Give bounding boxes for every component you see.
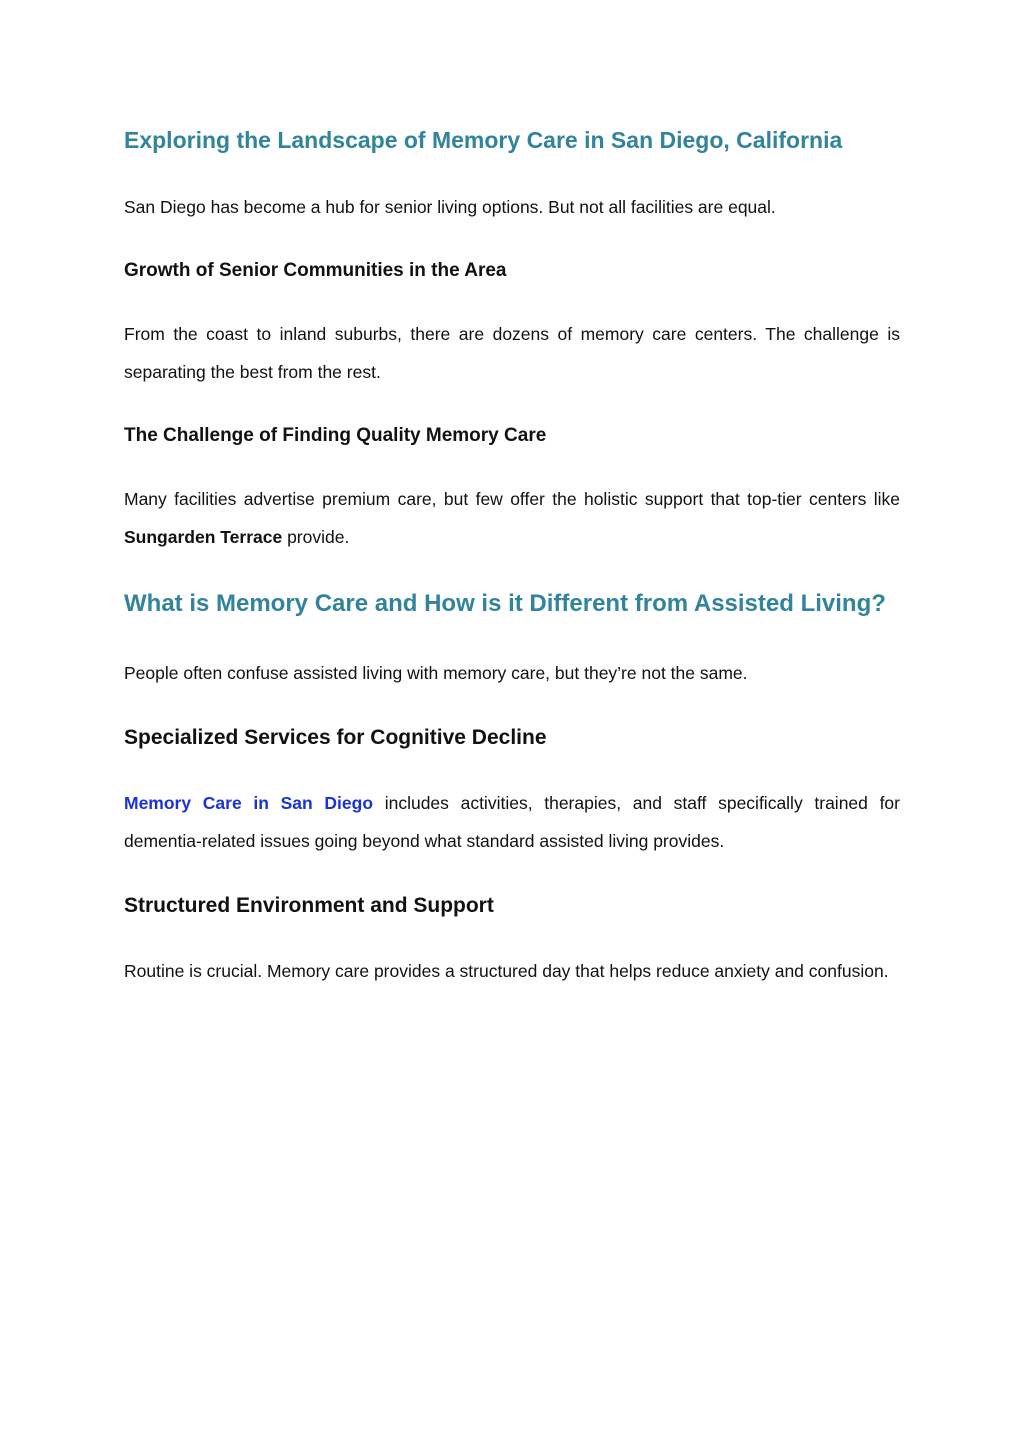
specialized-heading: Specialized Services for Cognitive Decline (124, 726, 547, 749)
structured-heading: Structured Environment and Support (124, 894, 494, 917)
specialized-paragraph (124, 785, 900, 860)
memory-care-san-diego-link[interactable]: Memory Care in San Diego (124, 793, 374, 813)
confuse-paragraph: People often confuse assisted living with memory care, but they’re not the same. (124, 663, 748, 683)
challenge-paragraph (124, 481, 900, 556)
intro-paragraph: San Diego has become a hub for senior living options. But not all facilities are equal. (124, 197, 776, 217)
challenge-text-after: provide. (282, 526, 350, 547)
challenge-text-before: Many facilities advertise premium care, but few offer the holistic support that top-tier centers like (124, 489, 900, 509)
section-title-difference: What is Memory Care and How is it Different from Assisted Living? (124, 590, 886, 617)
growth-paragraph: From the coast to inland suburbs, there are dozens of memory care centers. The challenge is separating the best from the rest. (124, 324, 900, 382)
specialized-text: includes activities, therapies, and staff specifically trained for dementia-related issues going beyond what standard assisted living provides. (124, 793, 900, 851)
sungarden-terrace-bold: Sungarden Terrace (124, 526, 283, 547)
structured-paragraph: Routine is crucial. Memory care provides a structured day that helps reduce anxiety and confusion. (124, 961, 889, 981)
section-title-landscape: Exploring the Landscape of Memory Care in San Diego, California (124, 127, 843, 153)
challenge-heading: The Challenge of Finding Quality Memory Care (124, 425, 547, 446)
growth-heading: Growth of Senior Communities in the Area (124, 260, 507, 281)
